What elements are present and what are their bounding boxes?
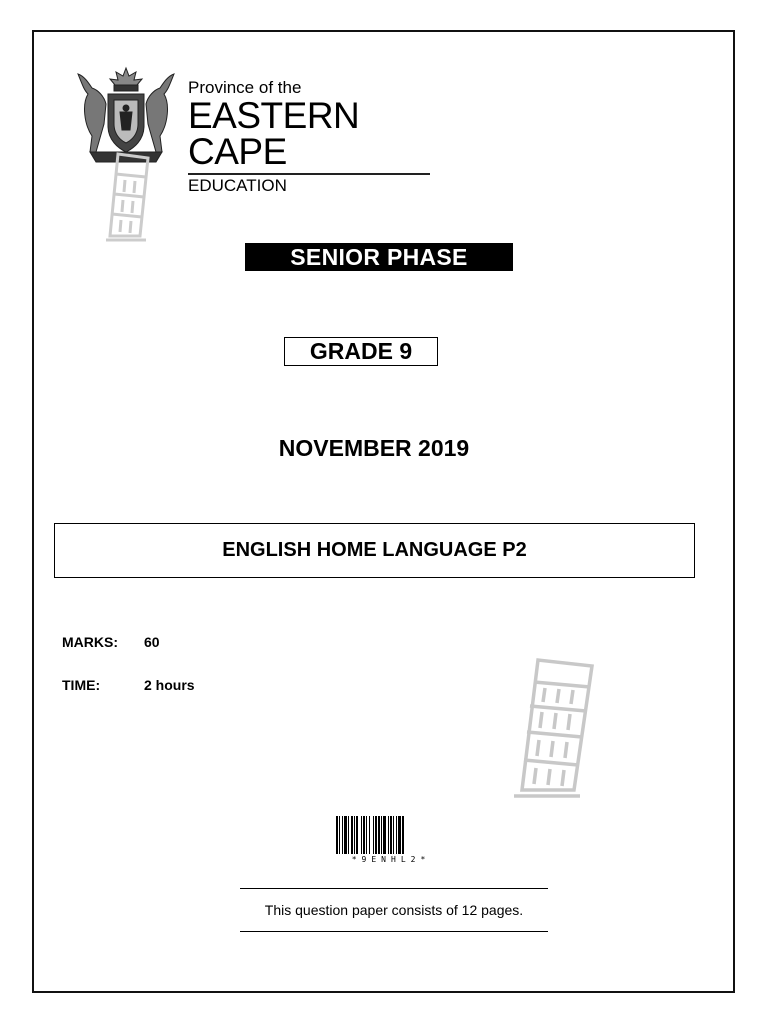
footer-rule-top	[240, 888, 548, 889]
barcode-bar	[375, 816, 377, 854]
marks-value: 60	[144, 634, 160, 650]
barcode-bar	[378, 816, 380, 854]
time-label: TIME:	[62, 677, 101, 693]
barcode-bar	[336, 816, 338, 854]
time-row	[62, 676, 195, 694]
page-count-note: This question paper consists of 12 pages.	[264, 902, 524, 918]
marks-row	[62, 633, 160, 651]
logo-line-province: Province of the	[188, 78, 302, 97]
barcode-bar	[348, 816, 349, 854]
barcode-bar	[369, 816, 370, 854]
barcode-bar	[339, 816, 340, 854]
barcode-bar	[361, 816, 362, 854]
barcode-bar	[381, 816, 382, 854]
barcode-bar	[342, 816, 343, 854]
barcode-bar	[388, 816, 389, 854]
exam-date: NOVEMBER 2019	[278, 435, 470, 461]
footer-rule-bottom	[240, 931, 548, 932]
marks-label: MARKS:	[62, 634, 118, 650]
barcode-bar	[390, 816, 392, 854]
barcode-text: *9ENHL2*	[351, 855, 431, 864]
barcode-bar	[356, 816, 358, 854]
barcode-bar	[383, 816, 386, 854]
phase-banner: SENIOR PHASE	[245, 243, 513, 271]
barcode-bar	[398, 816, 401, 854]
logo-line-education: EDUCATION	[188, 176, 287, 195]
grade-box: GRADE 9	[284, 337, 438, 366]
logo-wordmark	[188, 78, 430, 197]
barcode-bar	[363, 816, 365, 854]
barcode-bar	[393, 816, 394, 854]
subject-title: ENGLISH HOME LANGUAGE P2	[54, 523, 695, 578]
barcode-bar	[396, 816, 397, 854]
barcode-bar	[366, 816, 367, 854]
leaning-tower-icon	[90, 148, 160, 244]
barcode-bar	[351, 816, 353, 854]
barcode-bar	[373, 816, 374, 854]
barcode-bar	[354, 816, 355, 854]
barcode-bar	[402, 816, 404, 854]
time-value: 2 hours	[144, 677, 195, 693]
barcode-bar	[344, 816, 347, 854]
leaning-tower-icon	[508, 654, 596, 802]
logo-line-eastern-cape: EASTERN CAPE	[188, 98, 430, 175]
